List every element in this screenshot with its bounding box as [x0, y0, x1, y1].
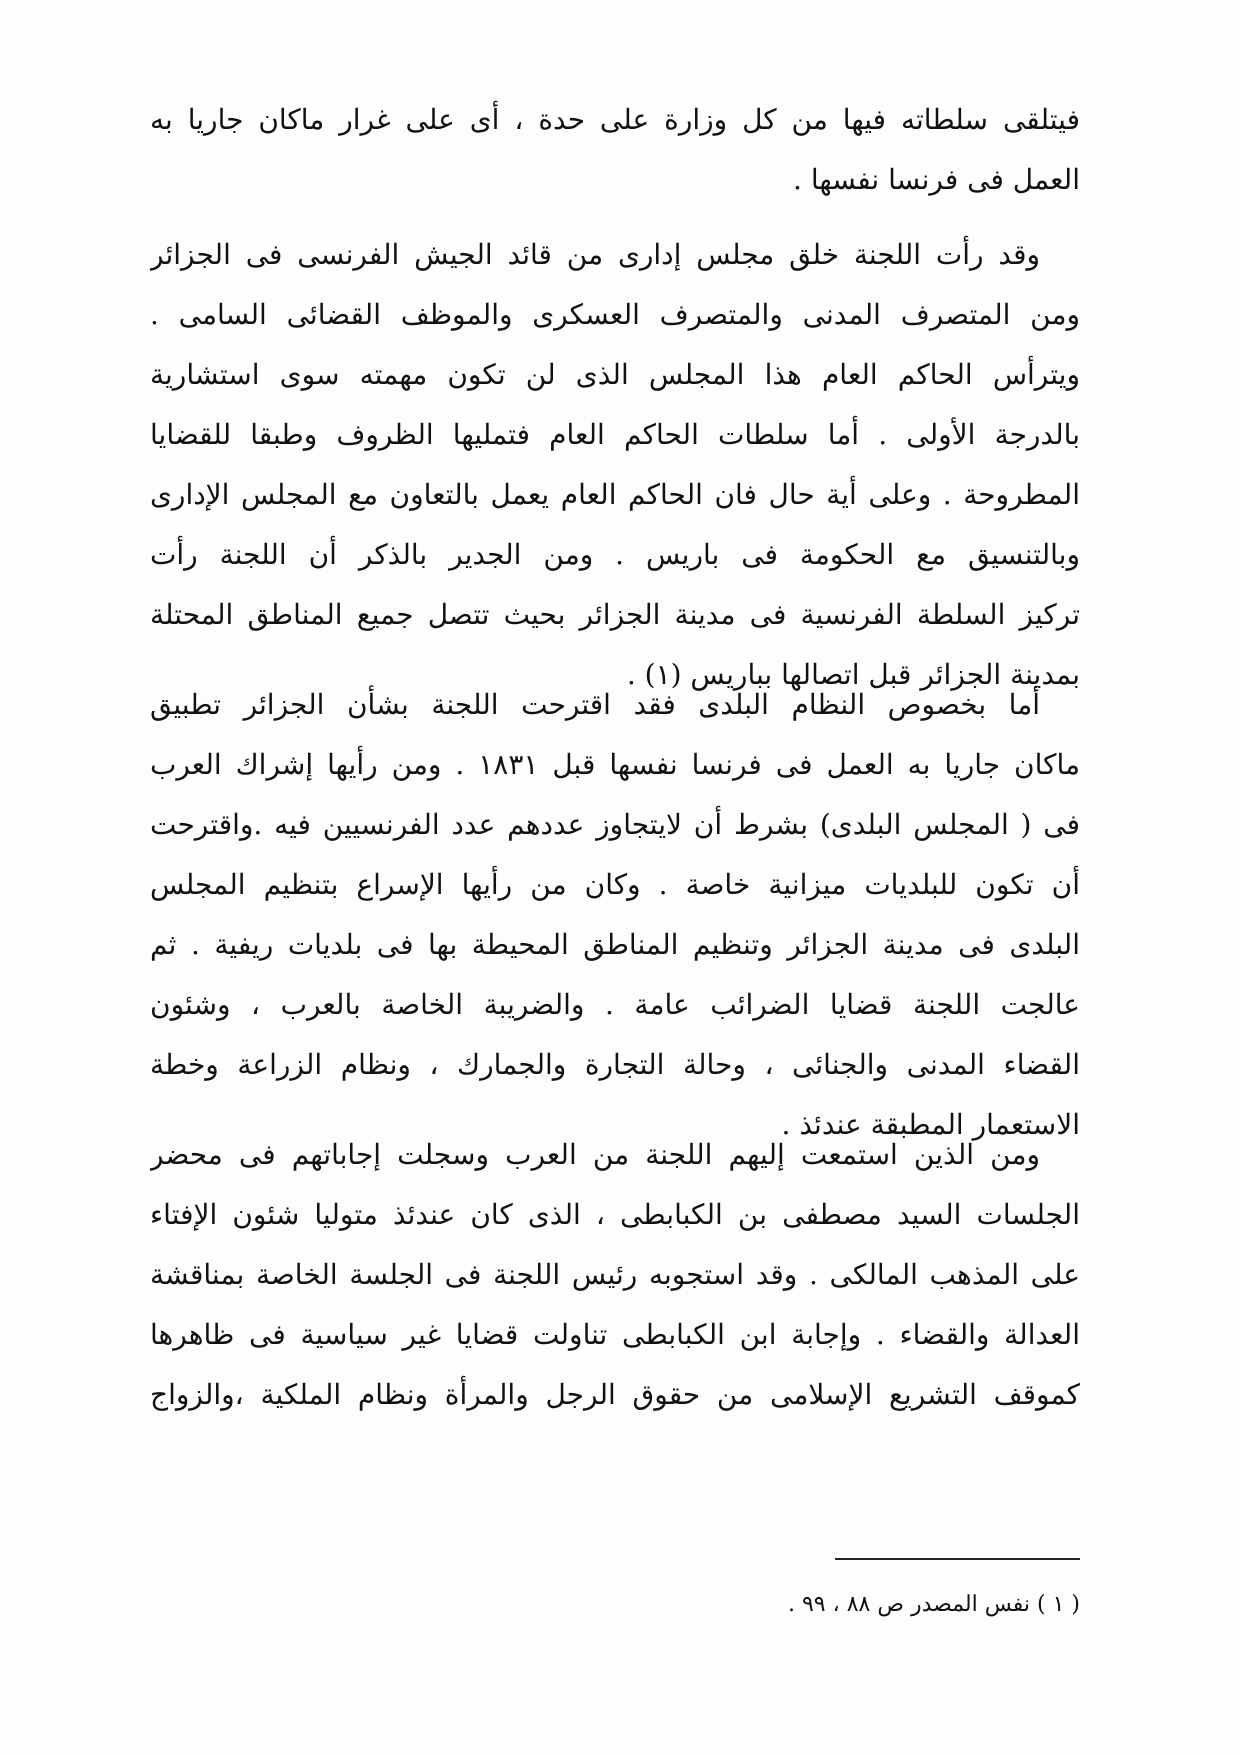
text-line: القضاء المدنى والجنائى ، وحالة التجارة والجمارك ، ونظام الزراعة وخطة	[150, 1048, 1080, 1081]
text-line: عالجت اللجنة قضايا الضرائب عامة . والضريبة الخاصة بالعرب ، وشئون	[150, 988, 1080, 1021]
text-line: كموقف التشريع الإسلامى من حقوق الرجل والمرأة ونظام الملكية ،والزواج	[150, 1378, 1080, 1411]
text-line: العمل فى فرنسا نفسها .	[793, 163, 1080, 196]
text-line: أن تكون للبلديات ميزانية خاصة . وكان من رأيها الإسراع بتنظيم المجلس	[150, 868, 1080, 901]
text-line: بالدرجة الأولى . أما سلطات الحاكم العام فتمليها الظروف وطبقا للقضايا	[150, 418, 1080, 451]
text-line: بمدينة الجزائر قبل اتصالها بباريس (١) .	[626, 658, 1080, 691]
text-line: المطروحة . وعلى أية حال فان الحاكم العام يعمل بالتعاون مع المجلس الإدارى	[150, 478, 1080, 511]
text-line: العدالة والقضاء . وإجابة ابن الكبابطى تناولت قضايا غير سياسية فى ظاهرها	[150, 1318, 1080, 1351]
text-line: ومن الذين استمعت إليهم اللجنة من العرب وسجلت إجاباتهم فى محضر	[150, 1138, 1040, 1171]
text-line: ويترأس الحاكم العام هذا المجلس الذى لن تكون مهمته سوى استشارية	[150, 358, 1080, 391]
paragraph-4	[150, 1125, 1080, 1425]
text-line: فى ( المجلس البلدى) بشرط أن لايتجاوز عددهم عدد الفرنسيين فيه .واقترحت	[150, 808, 1080, 841]
text-line: ومن المتصرف المدنى والمتصرف العسكرى والموظف القضائى السامى .	[150, 298, 1080, 331]
text-line: فيتلقى سلطاته فيها من كل وزارة على حدة ، أى على غرار ماكان جاريا به	[150, 103, 1080, 136]
text-line: وبالتنسيق مع الحكومة فى باريس . ومن الجدير بالذكر أن اللجنة رأت	[150, 538, 1080, 571]
footnote: ( ١ ) نفس المصدر ص ٨٨ ، ٩٩ .	[787, 1592, 1080, 1617]
footnote-divider	[835, 1558, 1080, 1560]
text-line: أما بخصوص النظام البلدى فقد اقترحت اللجنة بشأن الجزائر تطبيق	[150, 688, 1040, 721]
text-line: الاستعمار المطبقة عندئذ .	[781, 1108, 1080, 1141]
text-line: تركيز السلطة الفرنسية فى مدينة الجزائر بحيث تتصل جميع المناطق المحتلة	[150, 598, 1080, 631]
text-line: الجلسات السيد مصطفى بن الكبابطى ، الذى كان عندئذ متوليا شئون الإفتاء	[150, 1198, 1080, 1231]
text-line: البلدى فى مدينة الجزائر وتنظيم المناطق المحيطة بها فى بلديات ريفية . ثم	[150, 928, 1080, 961]
text-line: على المذهب المالكى . وقد استجوبه رئيس اللجنة فى الجلسة الخاصة بمناقشة	[150, 1258, 1080, 1291]
paragraph-2	[150, 225, 1080, 705]
paragraph-3	[150, 675, 1080, 1155]
text-line: وقد رأت اللجنة خلق مجلس إدارى من قائد الجيش الفرنسى فى الجزائر	[150, 238, 1041, 271]
paragraph-1	[150, 90, 1080, 210]
text-line: ماكان جاريا به العمل فى فرنسا نفسها قبل ١٨٣١ . ومن رأيها إشراك العرب	[150, 748, 1080, 781]
